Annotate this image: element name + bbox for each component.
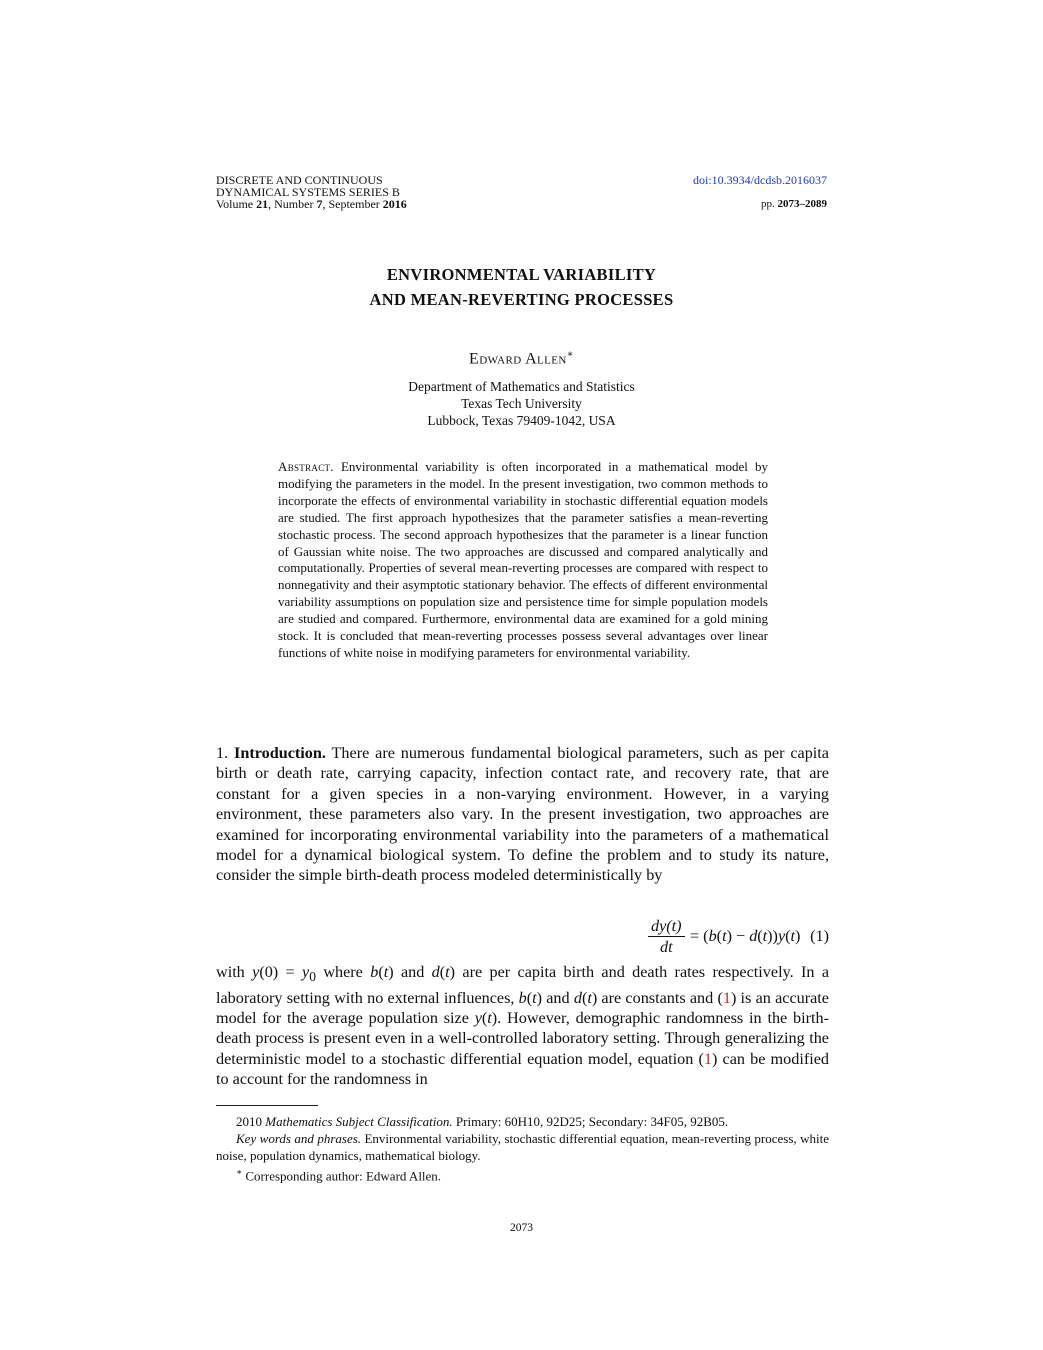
math-symbol: y	[252, 963, 260, 981]
intro-text-1: There are numerous fundamental biological parameters, such as per capita birth or death rate, carrying capacity, infection contact rate, and recovery rate, that are constant for a given species in a non-varying environment. However, in a varying environment, these parameters also vary. In the present investigation, two approaches are examined for incorporating environmental variability into the parameters of a mathematical model for a dynamical biological system. To define the problem and to study its nature, consider the simple birth-death process modeled deterministically by	[216, 744, 829, 885]
math-symbol: t	[790, 927, 796, 945]
intro-paragraph-1	[216, 743, 829, 886]
math-symbol: b	[708, 927, 717, 945]
corresponding-author-text: Corresponding author: Edward Allen.	[242, 1168, 442, 1184]
journal-header	[216, 174, 407, 210]
footnotes	[216, 1113, 829, 1184]
text-run: (	[481, 1009, 488, 1028]
issue-number: 7	[316, 197, 323, 211]
text-run: (	[716, 927, 723, 945]
page-range: pp. 2073–2089	[761, 198, 827, 210]
text-run: )	[795, 927, 801, 945]
affiliation	[0, 378, 1043, 429]
math-symbol: y	[474, 1009, 482, 1028]
text-run: ) and	[388, 963, 432, 981]
text-run: (	[439, 963, 446, 981]
math-symbol: d	[573, 988, 582, 1007]
journal-name-line2: DYNAMICAL SYSTEMS SERIES B	[216, 185, 400, 199]
author	[0, 349, 1043, 368]
math-symbol: t	[383, 963, 389, 981]
equation-1	[216, 916, 829, 960]
author-name: Edward Allen	[469, 350, 567, 368]
abstract-label: Abstract.	[278, 459, 334, 474]
math-symbol: t	[487, 1009, 492, 1028]
footnote-rule	[216, 1105, 318, 1106]
text-run: ))	[767, 927, 778, 945]
equation-reference[interactable]: 1	[703, 1049, 712, 1068]
math-symbol: d	[749, 927, 758, 945]
text-run: ). However, demographic randomness in the birth-death process is present even in a well-controlled laboratory setting. Through generalizing the deterministic model to a stochastic differential equation model, equation (	[216, 1009, 829, 1068]
text-run: (	[757, 927, 763, 945]
text-run: ) are constants and (	[591, 988, 723, 1007]
math-subscript: 0	[309, 969, 316, 985]
corresponding-mark: ∗	[566, 349, 574, 360]
text-run: where	[315, 963, 371, 981]
volume-number: 21	[256, 197, 269, 211]
abstract-text: Environmental variability is often incorporated in a mathematical model by modifying the parameters in the model. In the present investigation, two common methods to incorporate the effects of environmental variability in stochastic differential equation models are studied. The first approach hypothesizes that the parameter satisfies a mean-reverting stochastic process. The second approach hypothesizes that the parameter is a linear function of Gaussian white noise. The two approaches are discussed and compared analytically and computationally. Properties of several mean-reverting processes are compared with respect to nonnegativity and their asymptotic stationary behavior. The effects of different environmental variability assumptions on population size and persistence time for simple population models are studied and compared. Furthermore, environmental data are examined for a gold mining stock. It is concluded that mean-reverting processes possess several advantages over linear functions of white noise in modifying parameters for environmental variability.	[278, 459, 769, 660]
math-symbol: t	[722, 927, 727, 945]
section-number: 1.	[216, 744, 229, 762]
volume-line: Volume 21, Number 7, September 2016	[216, 197, 407, 211]
text-run: (	[526, 988, 533, 1007]
math-symbol: b	[370, 963, 379, 981]
text-run: (0) =	[259, 963, 303, 981]
math-symbol: t	[532, 988, 537, 1007]
text-run: ) are per capita birth and death rates respectively. In a laboratory setting with no external influences,	[216, 963, 830, 1007]
text-run: (	[785, 927, 791, 945]
math-symbol: t	[762, 927, 768, 945]
paper-title	[0, 262, 1043, 312]
text-run: with	[216, 963, 253, 981]
keywords-text: Environmental variability, stochastic differential equation, mean-reverting process, white noise, population dynamics, mathematical biology.	[216, 1131, 829, 1163]
math-symbol: y	[302, 963, 310, 981]
abstract	[278, 459, 768, 662]
keywords-label: Key words and phrases.	[236, 1131, 362, 1146]
math-symbol: t	[445, 963, 450, 981]
text-run: (	[581, 988, 588, 1007]
intro-paragraph-2	[216, 962, 829, 1090]
equation-number: (1)	[810, 927, 829, 945]
equation-rhs	[690, 927, 800, 946]
affiliation-department: Department of Mathematics and Statistics	[408, 379, 635, 394]
doi-link[interactable]: doi:10.3934/dcdsb.2016037	[693, 173, 827, 187]
math-symbol: d	[431, 963, 440, 981]
section-heading: Introduction.	[234, 744, 326, 762]
text-run: ) can be modified to account for the randomness in	[216, 1049, 829, 1089]
text-run: ) −	[726, 927, 750, 945]
page-number: 2073	[510, 1222, 533, 1234]
corresponding-footnote-mark: ∗	[236, 1167, 243, 1177]
footnote-corresponding	[216, 1164, 829, 1184]
title-line1: ENVIRONMENTAL VARIABILITY	[386, 265, 657, 284]
footnote-keywords	[216, 1130, 829, 1164]
equation-numerator: dy(t)	[648, 916, 685, 937]
text-run: (	[378, 963, 384, 981]
msc-codes: Primary: 60H10, 92D25; Secondary: 34F05, 92B05.	[452, 1114, 729, 1129]
text-run: = (	[690, 927, 709, 945]
issue-year: 2016	[382, 197, 407, 211]
affiliation-address: Lubbock, Texas 79409-1042, USA	[427, 413, 616, 428]
msc-label: Mathematics Subject Classification.	[265, 1114, 453, 1129]
math-symbol: t	[587, 988, 592, 1007]
math-symbol: b	[518, 988, 527, 1007]
footnote-msc: 2010 Mathematics Subject Classification. Primary: 60H10, 92D25; Secondary: 34F05, 92B05.	[236, 1114, 729, 1129]
text-run: ) is an accurate model for the average population size	[216, 988, 829, 1028]
equation-reference[interactable]: 1	[722, 988, 731, 1007]
text-run: ) and	[536, 988, 574, 1007]
journal-name-line1: DISCRETE AND CONTINUOUS	[216, 173, 383, 187]
equation-fraction	[648, 916, 685, 957]
affiliation-university: Texas Tech University	[461, 396, 582, 411]
equation-denominator: dt	[659, 938, 673, 956]
title-line2: AND MEAN-REVERTING PROCESSES	[369, 290, 674, 309]
math-symbol: y	[777, 927, 786, 945]
